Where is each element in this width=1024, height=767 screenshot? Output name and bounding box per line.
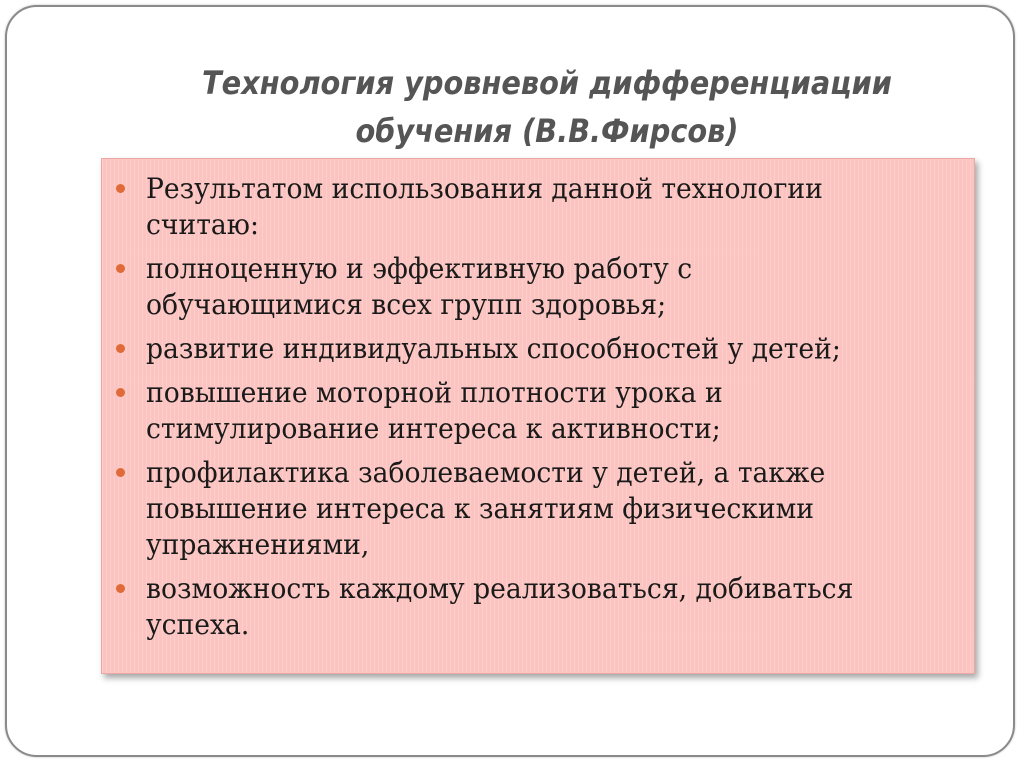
bullet-text: повышение моторной плотности урока и стимулирование интереса к активности;	[146, 376, 723, 445]
bullet-item	[116, 455, 966, 563]
bullet-item	[116, 251, 966, 323]
bullet-item	[116, 571, 966, 643]
bullet-text: развитие индивидуальных способностей у детей;	[146, 332, 841, 365]
bullet-dot-icon	[116, 264, 125, 273]
bullet-dot-icon	[116, 388, 125, 397]
slide-title-line-2: обучения (В.В.Фирсов)	[355, 112, 739, 150]
bullet-item	[116, 375, 966, 447]
bullet-text: Результатом использования данной технологии считаю:	[146, 172, 823, 241]
bullet-list	[116, 171, 966, 651]
bullet-dot-icon	[116, 344, 125, 353]
content-box	[101, 158, 975, 674]
bullet-text: возможность каждому реализоваться, добиваться успеха.	[146, 572, 854, 641]
bullet-dot-icon	[116, 468, 125, 477]
bullet-item	[116, 331, 966, 367]
bullet-item	[116, 171, 966, 243]
bullet-text: профилактика заболеваемости у детей, а также повышение интереса к занятиям физическими упражнениями,	[146, 456, 826, 561]
bullet-dot-icon	[116, 184, 125, 193]
bullet-dot-icon	[116, 584, 125, 593]
slide-title-line-1: Технология уровневой дифференциации	[202, 64, 892, 102]
slide-title	[151, 59, 943, 155]
bullet-text: полноценную и эффективную работу с обучающимися всех групп здоровья;	[146, 252, 693, 321]
